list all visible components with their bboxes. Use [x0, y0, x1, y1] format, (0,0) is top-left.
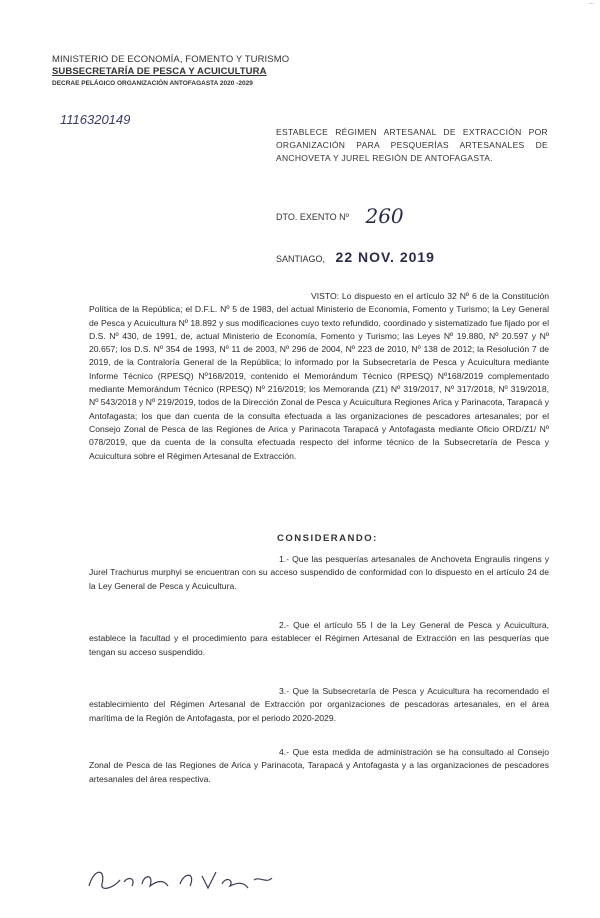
decree-label: DTO. EXENTO Nº — [276, 212, 349, 222]
document-code: DECRAE PELÁGICO ORGANIZACIÓN ANTOFAGASTA 2020 -2029 — [52, 80, 253, 87]
considerando-item: 2.- Que el artículo 55 I de la Ley General de Pesca y Acuicultura, establece la facultad y el procedimiento para establecer el Régimen Artesanal de Extracción en las pesquerías que tengan su acceso suspendido. — [89, 620, 549, 657]
considerando-item: 1.- Que las pesquerías artesanales de Anchoveta Engraulis ringens y Jurel Trachurus murphyi se encuentran con su acceso suspendido de conformidad con lo dispuesto en el artículo 24 de la Ley General de Pesca y Acuicultura. — [89, 554, 549, 591]
considerando-item: 4.- Que esta medida de administración se ha consultado al Consejo Zonal de Pesca de las Regiones de Arica y Parinacota, Tarapacá y Antofagasta y a las organizaciones de pescadores artesanales del área respectiva. — [89, 747, 549, 784]
date-stamp: 22 NOV. 2019 — [335, 249, 435, 265]
considerando-heading: CONSIDERANDO: — [277, 533, 378, 544]
corner-mark: ... — [588, 0, 594, 6]
subsecretariat-name: SUBSECRETARÍA DE PESCA Y ACUICULTURA — [52, 66, 267, 77]
ministry-name: MINISTERIO DE ECONOMÍA, FOMENTO Y TURISMO — [52, 54, 290, 65]
decree-number-line — [276, 201, 404, 228]
visto-paragraph: VISTO: Lo dispuesto en el artículo 32 Nº 6 de la Constitución Política de la República; el D.F.L. Nº 5 de 1983, del actual Ministerio de Economía, Fomento y Turismo; la Ley General de Pesca y Acuicultura Nº 18.892 y sus modificaciones cuyo texto refundido, coordinado y sistematizado fue fijado por el D.S. Nº 430, de 1991, de, actual Ministerio de Economía, Fomento y Turismo; las Leyes Nº 19.880, Nº 20.597 y Nº 20.657; los D.S. Nº 354 de 1993, Nº 11 de 2003, Nº 296 de 2004, Nº 223 de 2010, Nº 138 de 2012; la Resolución 7 de 2019, de la Contraloría General de la República; lo informado por la Subsecretaría de Pesca y Acuicultura mediante Informe Técnico (RPESQ) Nº168/2019, contenido el Memorándum Técnico (RPESQ) Nº168/2019 complementado mediante Memorándum Técnico (RPESQ) Nº 216/2019; los Memoranda (Z1) Nº 319/2017, Nº 317/2018, Nº 319/2018, Nº 543/2018 y Nº 219/2019, todos de la Dirección Zonal de Pesca y Acuicultura Regiones Arica y Parinacota, Tarapacá y Antofagasta; los que dan cuenta de la consulta efectuada a las organizaciones de pescadores artesanales; por el Consejo Zonal de Pesca de las Regiones de Arica y Parinacota Tarapacá y Antofagasta mediante Oficio ORD/Z1/ Nº 078/2019, que da cuenta de la consulta efectuada respecto del informe técnico de la Subsecretaría de Pesca y Acuicultura sobre el Régimen Artesanal de Extracción. — [89, 291, 549, 461]
decree-number: 260 — [365, 204, 404, 228]
place-date-line — [276, 249, 435, 265]
letterhead — [52, 54, 289, 90]
considerando-item: 3.- Que la Subsecretaría de Pesca y Acuicultura ha recomendado el establecimiento del Régimen Artesanal de Extracción por organizaciones de pescadoras artesanales, en el área marítima de la Región de Antofagasta, por el periodo 2020-2029. — [89, 686, 549, 723]
handwritten-initials — [84, 858, 304, 898]
handwritten-stamp: 1116320149 — [60, 112, 131, 127]
place: SANTIAGO, — [276, 254, 326, 264]
decree-title: ESTABLECE RÉGIMEN ARTESANAL DE EXTRACCIÓN POR ORGANIZACIÓN PARA PESQUERÍAS ARTESANALES DE ANCHOVETA Y JUREL REGIÓN DE ANTOFAGASTA. — [276, 127, 548, 163]
